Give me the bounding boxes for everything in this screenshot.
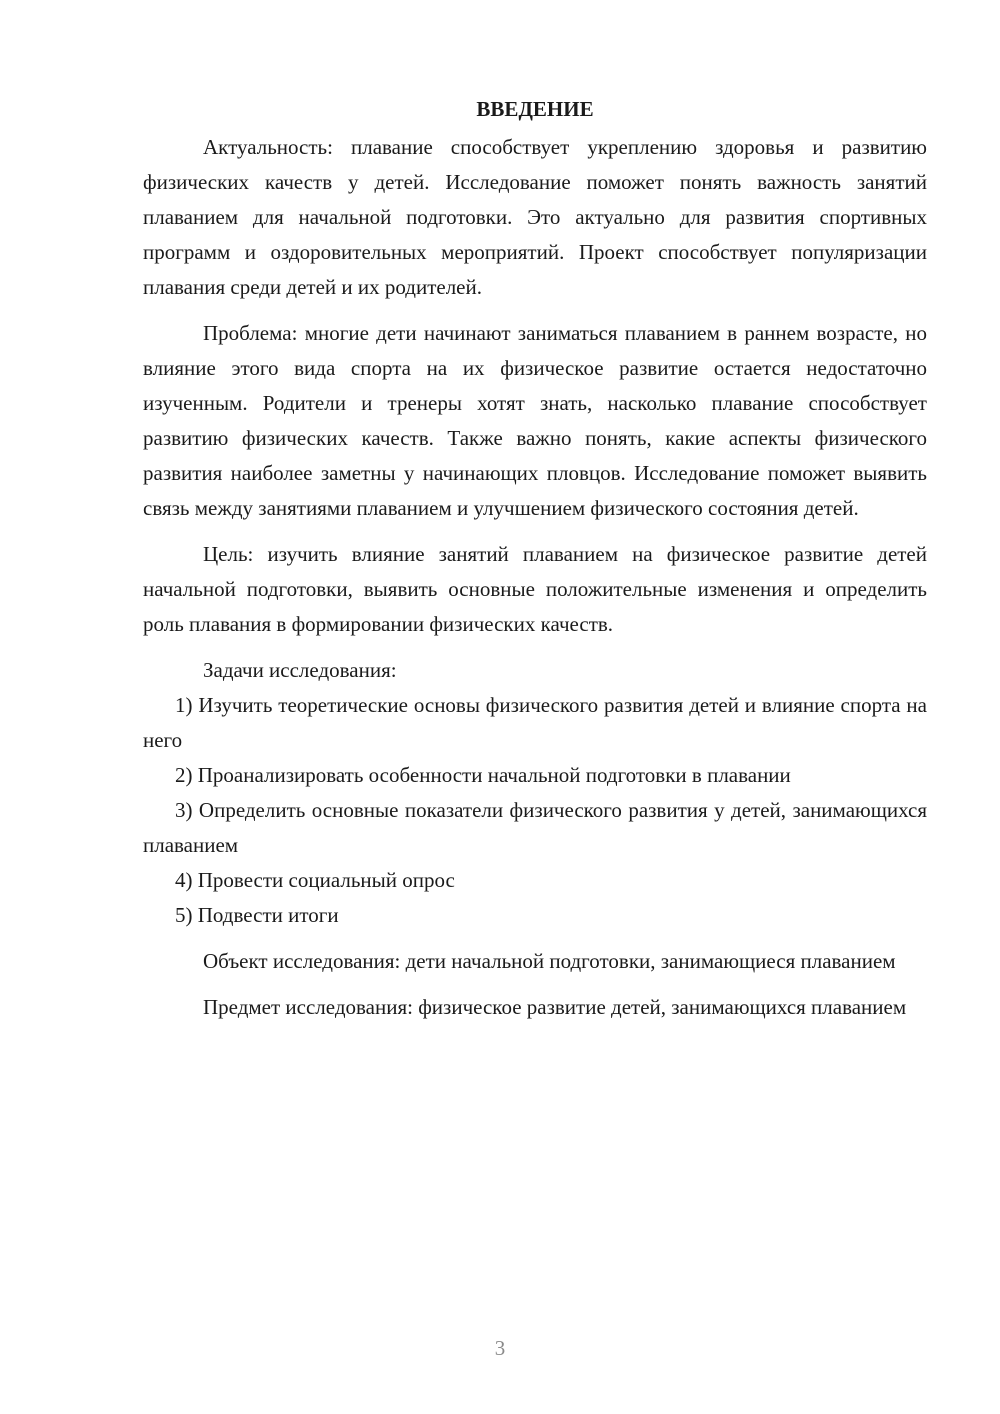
task-item-3: 3) Определить основные показатели физического развития у детей, занимающихся плаванием (143, 798, 927, 857)
task-item-4: 4) Провести социальный опрос (175, 868, 455, 892)
task-item-2: 2) Проанализировать особенности начальной подготовки в плавании (175, 763, 791, 787)
page-title: ВВЕДЕНИЕ (476, 97, 594, 121)
tasks-heading: Задачи исследования: (203, 658, 397, 682)
task-item-1: 1) Изучить теоретические основы физического развития детей и влияние спорта на него (143, 693, 927, 752)
paragraph-object: Объект исследования: дети начальной подготовки, занимающиеся плаванием (203, 949, 896, 973)
paragraph-subject: Предмет исследования: физическое развитие детей, занимающихся плаванием (203, 995, 907, 1019)
paragraph-goal: Цель: изучить влияние занятий плаванием на физическое развитие детей начальной подготовки, выявить основные положительные изменения и определить роль плавания в формировании физических качеств. (143, 542, 927, 636)
page-content (143, 92, 927, 1025)
page-number: 3 (494, 1336, 506, 1360)
task-item-5: 5) Подвести итоги (175, 903, 339, 927)
paragraph-relevance: Актуальность: плавание способствует укреплению здоровья и развитию физических качеств у детей. Исследование поможет понять важность занятий плаванием для начальной подготовки. Это актуально для развития спортивных программ и оздоровительных мероприятий. Проект способствует популяризации плавания среди детей и их родителей. (143, 135, 927, 299)
paragraph-problem: Проблема: многие дети начинают заниматься плаванием в раннем возрасте, но влияние этого вида спорта на их физическое развитие остается недостаточно изученным. Родители и тренеры хотят знать, насколько плавание способствует развитию физических качеств. Также важно понять, какие аспекты физического развития наиболее заметны у начинающих пловцов. Исследование поможет выявить связь между занятиями плаванием и улучшением физического состояния детей. (143, 321, 927, 520)
